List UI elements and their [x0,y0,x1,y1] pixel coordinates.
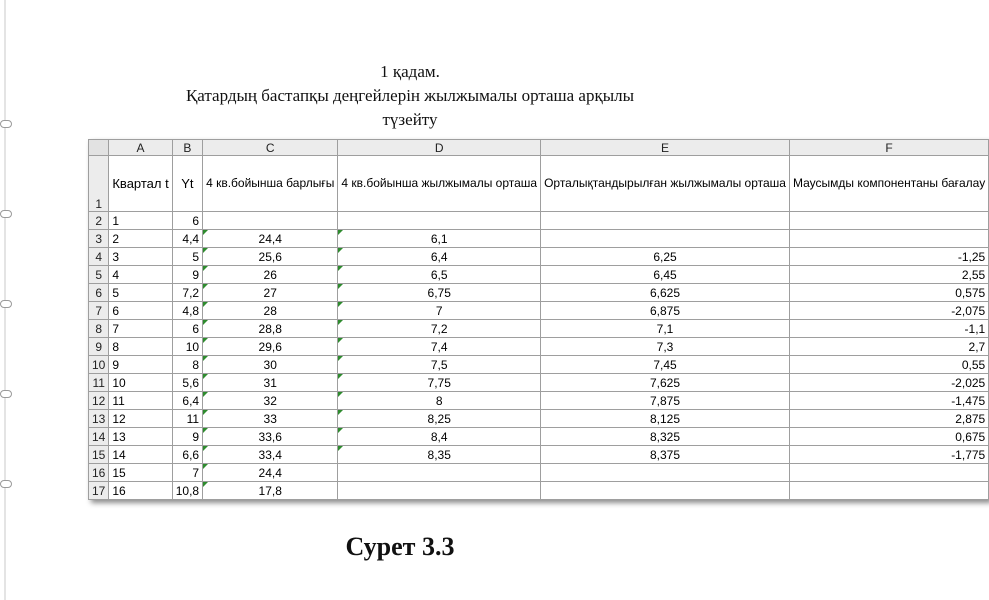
cell-moving-average[interactable]: 8,25 [338,410,541,428]
cell-yt[interactable]: 6,4 [172,392,202,410]
header-cell-centered-average[interactable]: Орталықтандырылған жылжымалы орташа [541,156,790,212]
column-header-b[interactable]: B [172,140,202,156]
row-number[interactable]: 6 [89,284,109,302]
column-header-d[interactable]: D [338,140,541,156]
cell-centered-average[interactable]: 6,625 [541,284,790,302]
cell-seasonal-component[interactable]: -2,025 [789,374,988,392]
row-number[interactable]: 12 [89,392,109,410]
cell-centered-average[interactable]: 7,3 [541,338,790,356]
cell-moving-average[interactable]: 6,5 [338,266,541,284]
cell-moving-average[interactable]: 7 [338,302,541,320]
header-cell-moving-average[interactable]: 4 кв.бойынша жылжымалы орташа [338,156,541,212]
cell-centered-average[interactable]: 7,875 [541,392,790,410]
cell-seasonal-component[interactable] [789,230,988,248]
row-number[interactable]: 1 [89,156,109,212]
cell-seasonal-component[interactable]: -1,775 [789,446,988,464]
table-row [89,464,989,482]
title-line-2: Қатардың бастапқы деңгейлерін жылжымалы орташа арқылы [185,86,635,105]
table-row [89,212,989,230]
cell-total[interactable]: 31 [203,374,338,392]
column-header-c[interactable]: C [203,140,338,156]
row-number[interactable]: 2 [89,212,109,230]
binder-ring-icon [0,480,12,488]
cell-centered-average[interactable]: 7,1 [541,320,790,338]
cell-quarter[interactable]: 15 [109,464,172,482]
cell-quarter[interactable]: 8 [109,338,172,356]
cell-quarter[interactable]: 6 [109,302,172,320]
cell-centered-average[interactable]: 6,875 [541,302,790,320]
row-number[interactable]: 11 [89,374,109,392]
cell-quarter[interactable]: 11 [109,392,172,410]
cell-centered-average[interactable]: 8,125 [541,410,790,428]
select-all-corner[interactable] [89,140,109,156]
row-number[interactable]: 3 [89,230,109,248]
header-row [89,156,989,212]
spreadsheet-table [88,139,989,500]
cell-centered-average[interactable] [541,230,790,248]
cell-total[interactable]: 33,6 [203,428,338,446]
cell-total[interactable]: 33,4 [203,446,338,464]
cell-centered-average[interactable]: 8,375 [541,446,790,464]
row-number[interactable]: 16 [89,464,109,482]
cell-moving-average[interactable] [338,464,541,482]
cell-quarter[interactable]: 1 [109,212,172,230]
row-number[interactable]: 8 [89,320,109,338]
cell-moving-average[interactable]: 8,4 [338,428,541,446]
cell-total[interactable]: 24,4 [203,464,338,482]
spreadsheet-image [88,139,989,500]
row-number[interactable]: 7 [89,302,109,320]
row-number[interactable]: 15 [89,446,109,464]
table-row [89,392,989,410]
table-row [89,338,989,356]
cell-moving-average[interactable] [338,212,541,230]
cell-yt[interactable]: 4,8 [172,302,202,320]
cell-yt[interactable]: 6 [172,320,202,338]
cell-quarter[interactable]: 4 [109,266,172,284]
cell-total[interactable]: 17,8 [203,482,338,500]
cell-total[interactable]: 29,6 [203,338,338,356]
binder-ring-icon [0,300,12,308]
cell-total[interactable]: 30 [203,356,338,374]
cell-yt[interactable]: 7,2 [172,284,202,302]
table-row [89,356,989,374]
table-row [89,284,989,302]
cell-yt[interactable]: 4,4 [172,230,202,248]
cell-quarter[interactable]: 3 [109,248,172,266]
cell-yt[interactable]: 10,8 [172,482,202,500]
cell-moving-average[interactable]: 8 [338,392,541,410]
cell-yt[interactable]: 8 [172,356,202,374]
cell-centered-average[interactable]: 6,45 [541,266,790,284]
binder-ring-icon [0,120,12,128]
cell-total[interactable]: 27 [203,284,338,302]
cell-yt[interactable]: 9 [172,428,202,446]
cell-total[interactable]: 26 [203,266,338,284]
cell-yt[interactable]: 10 [172,338,202,356]
cell-centered-average[interactable] [541,482,790,500]
cell-seasonal-component[interactable] [789,212,988,230]
cell-moving-average[interactable]: 7,2 [338,320,541,338]
cell-seasonal-component[interactable]: 2,55 [789,266,988,284]
cell-yt[interactable]: 6 [172,212,202,230]
header-cell-quarter[interactable]: Квартал t [109,156,172,212]
title-line-3: түзейту [382,110,438,129]
cell-total[interactable]: 33 [203,410,338,428]
cell-total[interactable]: 24,4 [203,230,338,248]
row-number[interactable]: 4 [89,248,109,266]
cell-total[interactable]: 25,6 [203,248,338,266]
table-row [89,248,989,266]
cell-quarter[interactable]: 13 [109,428,172,446]
table-row [89,320,989,338]
cell-quarter[interactable]: 5 [109,284,172,302]
cell-seasonal-component[interactable]: 2,875 [789,410,988,428]
table-row [89,446,989,464]
table-row [89,266,989,284]
cell-quarter[interactable]: 2 [109,230,172,248]
cell-moving-average[interactable]: 6,1 [338,230,541,248]
column-header-a[interactable]: A [109,140,172,156]
cell-yt[interactable]: 11 [172,410,202,428]
header-cell-yt[interactable]: Yt [172,156,202,212]
row-number[interactable]: 10 [89,356,109,374]
cell-seasonal-component[interactable]: 0,575 [789,284,988,302]
binder-ring-icon [0,390,12,398]
table-row [89,428,989,446]
cell-seasonal-component[interactable]: 2,7 [789,338,988,356]
cell-centered-average[interactable]: 6,25 [541,248,790,266]
cell-seasonal-component[interactable] [789,482,988,500]
cell-moving-average[interactable]: 7,4 [338,338,541,356]
column-header-row [89,140,989,156]
cell-centered-average[interactable]: 7,625 [541,374,790,392]
cell-yt[interactable]: 5 [172,248,202,266]
cell-total[interactable]: 32 [203,392,338,410]
figure-caption: Сурет 3.3 [345,532,455,561]
slide-title [140,60,680,132]
cell-total[interactable]: 28 [203,302,338,320]
cell-quarter[interactable]: 7 [109,320,172,338]
cell-seasonal-component[interactable] [789,464,988,482]
cell-centered-average[interactable]: 8,325 [541,428,790,446]
header-cell-seasonal-component[interactable]: Маусымды компонентаны бағалау [789,156,988,212]
cell-yt[interactable]: 5,6 [172,374,202,392]
cell-centered-average[interactable] [541,212,790,230]
table-row [89,230,989,248]
cell-moving-average[interactable]: 7,5 [338,356,541,374]
table-row [89,302,989,320]
column-header-f[interactable]: F [789,140,988,156]
cell-total[interactable] [203,212,338,230]
cell-seasonal-component[interactable]: 0,675 [789,428,988,446]
cell-moving-average[interactable]: 8,35 [338,446,541,464]
row-number[interactable]: 13 [89,410,109,428]
cell-centered-average[interactable]: 7,45 [541,356,790,374]
row-number[interactable]: 14 [89,428,109,446]
cell-quarter[interactable]: 16 [109,482,172,500]
binder-ring-icon [0,210,12,218]
table-row [89,482,989,500]
row-number[interactable]: 9 [89,338,109,356]
cell-centered-average[interactable] [541,464,790,482]
row-number[interactable]: 5 [89,266,109,284]
table-row [89,374,989,392]
cell-seasonal-component[interactable]: -2,075 [789,302,988,320]
cell-moving-average[interactable]: 7,75 [338,374,541,392]
cell-quarter[interactable]: 9 [109,356,172,374]
cell-moving-average[interactable]: 6,4 [338,248,541,266]
cell-quarter[interactable]: 14 [109,446,172,464]
cell-seasonal-component[interactable]: 0,55 [789,356,988,374]
cell-quarter[interactable]: 10 [109,374,172,392]
cell-seasonal-component[interactable]: -1,25 [789,248,988,266]
cell-yt[interactable]: 7 [172,464,202,482]
cell-moving-average[interactable]: 6,75 [338,284,541,302]
title-line-1: 1 қадам. [380,62,440,81]
table-row [89,410,989,428]
cell-yt[interactable]: 9 [172,266,202,284]
cell-quarter[interactable]: 12 [109,410,172,428]
column-header-e[interactable]: E [541,140,790,156]
header-cell-total[interactable]: 4 кв.бойынша барлығы [203,156,338,212]
cell-moving-average[interactable] [338,482,541,500]
cell-seasonal-component[interactable]: -1,1 [789,320,988,338]
cell-seasonal-component[interactable]: -1,475 [789,392,988,410]
row-number[interactable]: 17 [89,482,109,500]
cell-yt[interactable]: 6,6 [172,446,202,464]
cell-total[interactable]: 28,8 [203,320,338,338]
